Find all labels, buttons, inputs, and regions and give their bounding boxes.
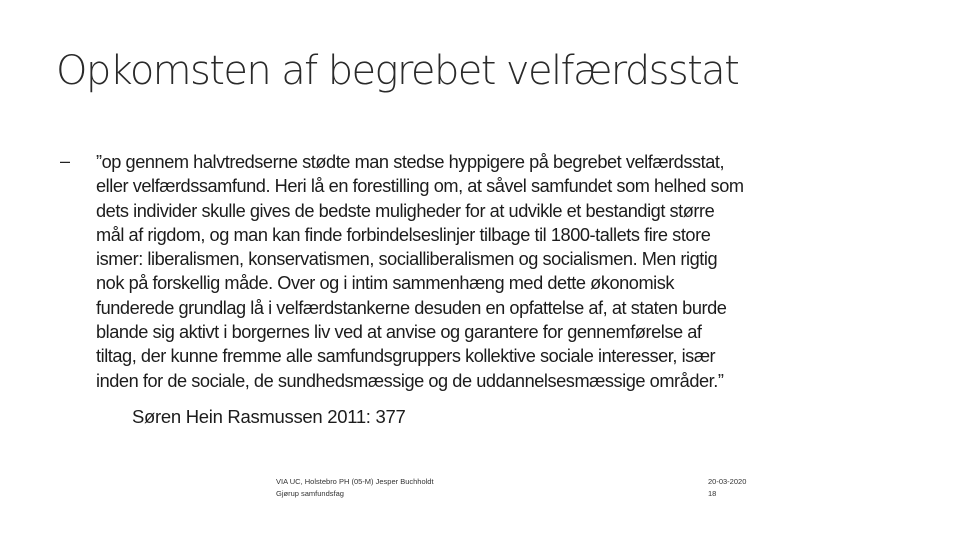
- footer-date: 20-03-2020: [708, 477, 747, 486]
- quote-attribution: Søren Hein Rasmussen 2011: 377: [132, 406, 406, 427]
- slide-title: Opkomsten af begrebet velfærdsstat: [56, 48, 739, 94]
- footer-meta: [708, 476, 746, 500]
- footer-source-line-1: VIA UC, Holstebro PH (05-M) Jesper Buchholdt: [276, 477, 434, 486]
- footer-page-number: 18: [708, 489, 717, 498]
- bullet-dash: –: [60, 151, 71, 171]
- footer-source-line-2: Gjørup samfundsfag: [276, 489, 344, 498]
- footer-source: [276, 476, 434, 500]
- quote-text: ”op gennem halvtredserne stødte man stedse hyppigere på begrebet velfærdsstat, eller velfærdssamfund. Heri lå en forestilling om, at såvel samfundet som helhed som dets individer skulle gives de bedste muligheder for at udvikle et bestandigt større mål af rigdom, og man kan finde forbindelseslinjer tilbage til 1800-tallets fire store ismer: liberalismen, konservatismen, socialliberalismen og socialismen. Men rigtig nok på forskellig måde. Over og i intim sammenhæng med dette økonomisk funderede grundlag lå i velfærdstankerne desuden en opfattelse af, at staten burde blande sig aktivt i borgernes liv ved at anvise og garantere for gennemførelse af tiltag, der kunne fremme alle samfundsgruppers kollektive sociale interesser, især inden for de sociale, de sundhedsmæssige og de uddannelsesmæssige områder.”: [96, 152, 744, 391]
